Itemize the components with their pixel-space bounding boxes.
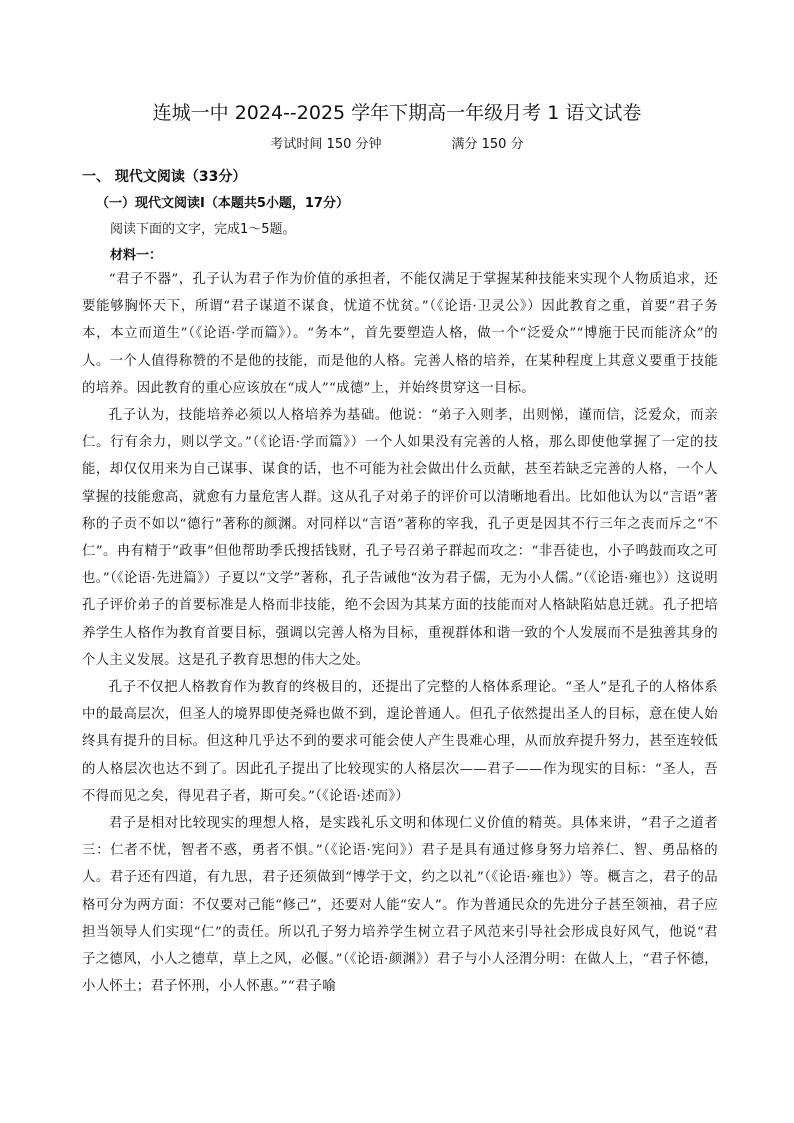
reading-instruction: 阅读下面的文字，完成1～5题。 xyxy=(110,222,296,237)
passage-paragraph: “君子不器”，孔子认为君子作为价值的承担者，不能仅满足于掌握某种技能来实现个人物质追求，还要能够胸怀天下，所谓“君子谋道不谋食，忧道不忧贫。”（《论语·卫灵公》）因此教育之重，首要“君子务本，本立而道生”（《论语·学而篇》）。“务本”，首先要塑造人格，做一个“泛爱众”“博施于民而能济众”的人。一个人值得称赞的不是他的技能，而是他的人格。完善人格的培养，在某种程度上其意义要重于技能的培养。因此教育的重心应该放在“成人”“成德”上，并始终贯穿这一目标。 xyxy=(82,272,718,396)
passage-paragraph: 君子是相对比较现实的理想人格，是实践礼乐文明和体现仁义价值的精英。具体来讲，“君子之道者三：仁者不忧，智者不惑，勇者不惧。”（《论语·宪问》）君子是具有通过修身努力培养仁、智、勇品格的人。君子还有四道，有九思，君子还须做到“博学于文，约之以礼”（《论语·雍也》）等。概言之，君子的品格可分为两方面：不仅要对己能“修己”，还要对人能“安人”。作为普通民众的先进分子甚至领袖，君子应担当领导人们实现“仁”的责任。所以孔子努力培养学生树立君子风范来引导社会形成良好风气，他说“君子之德风，小人之德草，草上之风，必偃。”（《论语·颜渊》）君子与小人泾渭分明：在做人上，“君子怀德，小人怀土；君子怀刑，小人怀惠。”“君子喻 xyxy=(82,816,718,995)
material-label: 材料一： xyxy=(110,248,163,263)
passage-paragraph: 孔子不仅把人格教育作为教育的终极目的，还提出了完整的人格体系理论。“圣人”是孔子的人格体系中的最高层次，但圣人的境界即使尧舜也做不到，遑论普通人。但孔子依然提出圣人的目标，意在使人始终具有提升的目标。但这种几乎达不到的要求可能会使人产生畏难心理，从而放弃提升努力，甚至连较低的人格层次也达不到了。因此孔子提出了比较现实的人格层次——君子——作为现实的目标：“圣人，吾不得而见之矣，得见君子者，斯可矣。”（《论语·述而》） xyxy=(82,680,718,804)
section-heading: 一、 现代文阅读（33分） xyxy=(82,169,247,185)
exam-title: 连城一中 2024--2025 学年下期高一年级月考 1 语文试卷 xyxy=(152,102,642,124)
exam-info xyxy=(0,133,794,152)
full-score: 满分 150 分 xyxy=(451,137,524,152)
reading-passage xyxy=(82,266,718,1000)
sub-section-heading: （一）现代文阅读I（本题共5小题，17分） xyxy=(96,196,349,211)
exam-time: 考试时间 150 分钟 xyxy=(270,137,382,152)
passage-paragraph: 孔子认为，技能培养必须以人格培养为基础。他说：“弟子入则孝，出则悌，谨而信，泛爱众，而亲仁。行有余力，则以学文。”（《论语·学而篇》）一个人如果没有完善的人格，那么即使他掌握了一定的技能，却仅仅用来为自己谋事、谋食的话，也不可能为社会做出什么贡献，甚至若缺乏完善的人格，一个人掌握的技能愈高，就愈有力量危害人群。这从孔子对弟子的评价可以清晰地看出。比如他认为以“言语”著称的子贡不如以“德行”著称的颜渊。对同样以“言语”著称的宰我，孔子更是因其不行三年之丧而斥之“不仁”。冉有精于“政事”但他帮助季氏搜括钱财，孔子号召弟子群起而攻之：“非吾徒也，小子鸣鼓而攻之可也。”（《论语·先进篇》）子夏以“文学”著称，孔子告诫他“汝为君子儒，无为小人儒。”（《论语·雍也》）这说明孔子评价弟子的首要标准是人格而非技能，绝不会因为其某方面的技能而对人格缺陷姑息迁就。孔子把培养学生人格作为教育首要目标，强调以完善人格为目标，重视群体和谐一致的个人发展而不是独善其身的个人主义发展。这是孔子教育思想的伟大之处。 xyxy=(82,408,718,668)
